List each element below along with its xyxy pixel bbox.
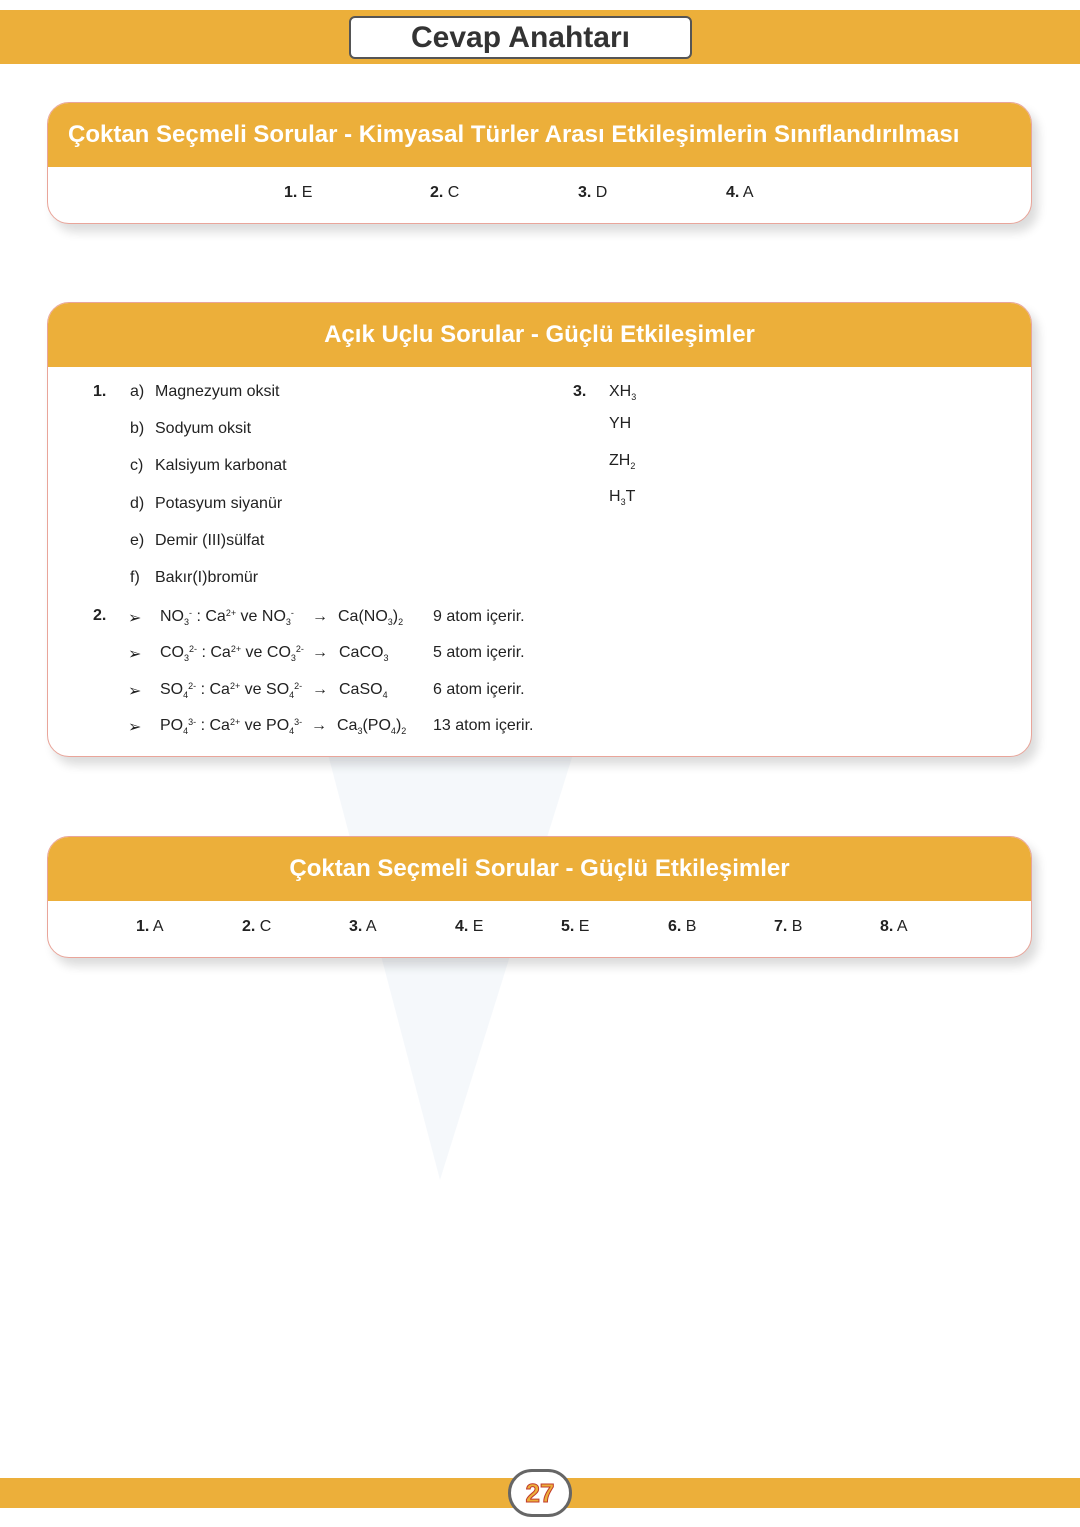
answer-value: C: [259, 918, 272, 935]
item-letter: c): [130, 457, 144, 474]
atom-count: 9 atom içerir.: [433, 608, 525, 625]
answer-value: A: [152, 918, 164, 935]
answer-number: 2.: [430, 184, 444, 201]
item-text: Magnezyum oksit: [155, 383, 280, 400]
item-text: Bakır(I)bromür: [155, 569, 259, 586]
answer-number: 3.: [349, 918, 363, 935]
formula: $ZH_2$: [609, 452, 636, 471]
anion-label: $SO_4^{2-}$ : $Ca^{2+}$ ve $SO_4^{2-}$: [160, 681, 303, 700]
answers-row: [48, 901, 1031, 957]
answer-number: 5.: [561, 918, 575, 935]
product-formula: $Ca_3(PO_4)_2$: [337, 717, 407, 736]
item-letter: e): [130, 532, 145, 549]
answer-number: 4.: [726, 184, 740, 201]
item-text: Potasyum siyanür: [155, 495, 283, 512]
question-number: 3.: [573, 383, 587, 400]
product-formula: CaCO$_3$: [339, 644, 389, 663]
answer-item: [242, 918, 271, 936]
bullet-arrow-icon: ➢: [128, 646, 142, 663]
answer-item: [774, 918, 802, 936]
answer-value: A: [896, 918, 908, 935]
answer-value: E: [578, 918, 590, 935]
answer-value: D: [595, 184, 608, 201]
item-letter: f): [130, 569, 140, 586]
section-title: Çoktan Seçmeli Sorular - Kimyasal Türler Arası Etkileşimlerin Sınıflandırılması: [48, 103, 1031, 167]
formula: $XH_3$: [609, 383, 637, 402]
item-letter: a): [130, 383, 145, 400]
formula: $H_3T$: [609, 488, 636, 507]
answer-item: [578, 184, 607, 202]
atom-count: 5 atom içerir.: [433, 644, 525, 661]
answer-value: E: [472, 918, 484, 935]
answers-row: [48, 167, 1031, 223]
product-formula: CaSO$_4$: [339, 681, 388, 700]
section-title: Açık Uçlu Sorular - Güçlü Etkileşimler: [48, 303, 1031, 367]
atom-count: 13 atom içerir.: [433, 717, 534, 734]
answer-item: [561, 918, 589, 936]
item-letter: d): [130, 495, 145, 512]
answer-item: [455, 918, 483, 936]
page-title: Cevap Anahtarı: [349, 16, 692, 59]
answer-item: [430, 184, 459, 202]
page-number: 27: [508, 1469, 572, 1517]
item-text: Kalsiyum karbonat: [155, 457, 287, 474]
section-open-ended: [47, 302, 1032, 757]
reaction-arrow-icon: →: [312, 644, 328, 661]
answer-number: 4.: [455, 918, 469, 935]
anion-label: $NO_3^-$ : $Ca^{2+}$ ve $NO_3^-$: [160, 608, 294, 627]
reaction-arrow-icon: →: [311, 717, 327, 734]
bullet-arrow-icon: ➢: [128, 719, 142, 736]
answer-value: B: [791, 918, 803, 935]
atom-count: 6 atom içerir.: [433, 681, 525, 698]
answer-item: [668, 918, 696, 936]
answer-number: 3.: [578, 184, 592, 201]
answer-value: B: [685, 918, 697, 935]
reaction-arrow-icon: →: [312, 681, 328, 698]
answer-value: C: [447, 184, 460, 201]
bullet-arrow-icon: ➢: [128, 683, 142, 700]
answer-item: [284, 184, 312, 202]
product-formula: $Ca(NO_3)_2$: [338, 608, 404, 627]
reaction-arrow-icon: →: [312, 608, 328, 625]
anion-label: $CO_3^{2-}$ : $Ca^{2+}$ ve $CO_3^{2-}$: [160, 644, 304, 663]
answer-item: [349, 918, 377, 936]
answer-number: 2.: [242, 918, 256, 935]
section-multiple-choice-classification: [47, 102, 1032, 224]
answer-item: [726, 184, 754, 202]
answer-item: [880, 918, 908, 936]
answer-number: 6.: [668, 918, 682, 935]
anion-label: $PO_4^{3-}$ : $Ca^{2+}$ ve $PO_4^{3-}$: [160, 717, 303, 736]
question-number: 1.: [93, 383, 107, 400]
item-text: Demir (III)sülfat: [155, 532, 265, 549]
answer-value: A: [742, 184, 754, 201]
answer-number: 1.: [136, 918, 150, 935]
formula: YH: [609, 415, 632, 432]
answer-number: 8.: [880, 918, 894, 935]
answer-number: 7.: [774, 918, 788, 935]
answer-value: A: [365, 918, 377, 935]
section-multiple-choice-strong: [47, 836, 1032, 958]
item-letter: b): [130, 420, 145, 437]
answer-number: 1.: [284, 184, 298, 201]
question-number: 2.: [93, 607, 107, 624]
item-text: Sodyum oksit: [155, 420, 252, 437]
section-title: Çoktan Seçmeli Sorular - Güçlü Etkileşimler: [48, 837, 1031, 901]
answer-item: [136, 918, 164, 936]
bullet-arrow-icon: ➢: [128, 610, 142, 627]
section-body: [48, 367, 1031, 757]
answer-value: E: [301, 184, 313, 201]
